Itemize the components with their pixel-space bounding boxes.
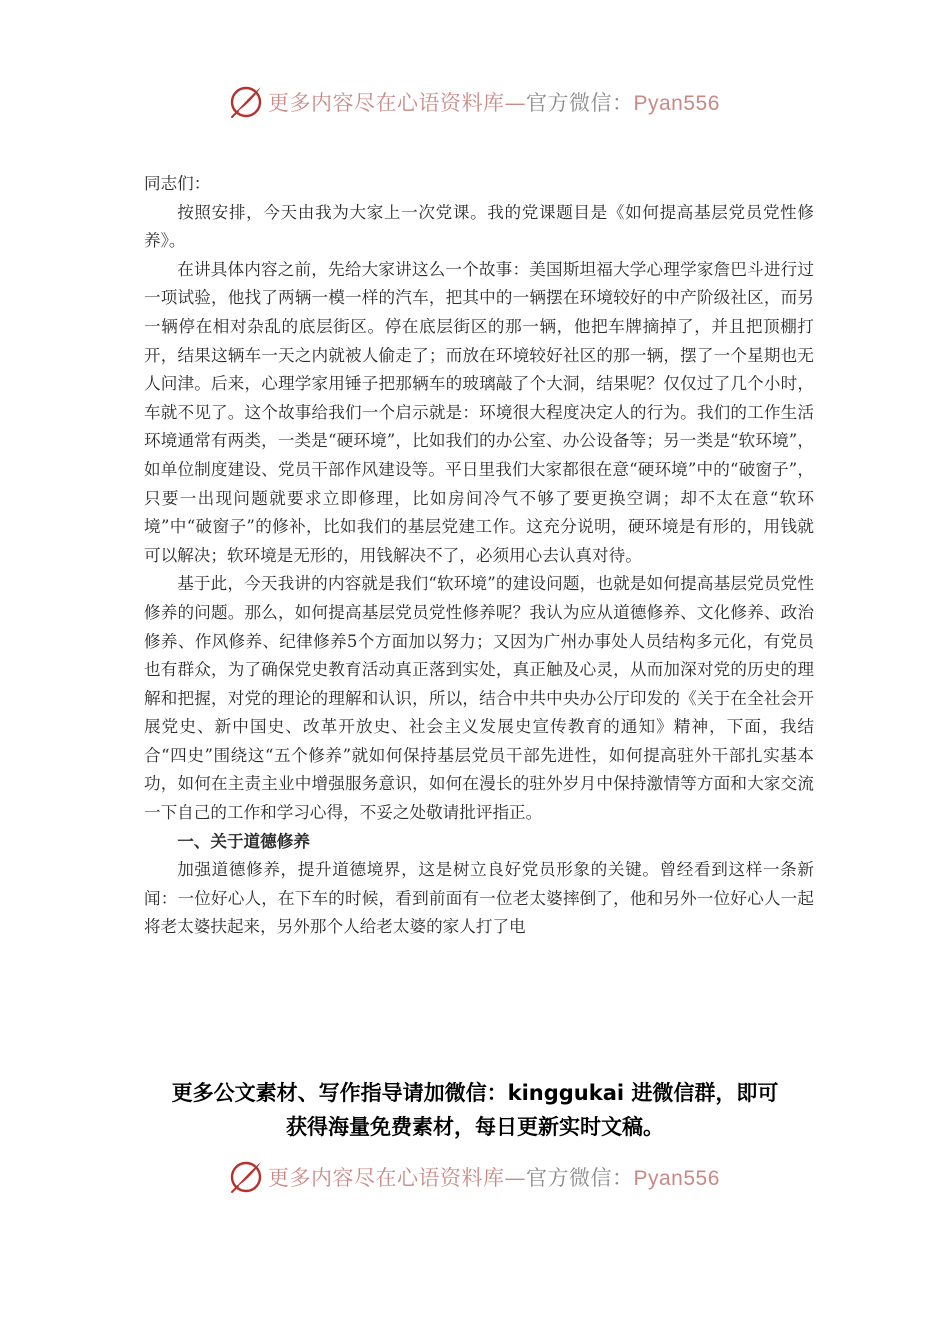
banner-dash: — <box>504 1166 526 1190</box>
banner-wechat-id: Pyan556 <box>633 1167 720 1190</box>
banner-wechat-label: 官方微信： <box>526 1166 634 1190</box>
banner-wechat-label: 官方微信： <box>526 91 634 115</box>
paragraph: 按照安排，今天由我为大家上一次党课。我的党课题目是《如何提高基层党员党性修养》。 <box>144 202 814 251</box>
promo-line-2: 获得海量免费素材，每日更新实时文稿。 <box>286 1115 664 1139</box>
header-banner <box>228 82 720 122</box>
banner-wechat-id: Pyan556 <box>633 92 720 115</box>
paragraph: 基于此，今天我讲的内容就是我们“软环境”的建设问题，也就是如何提高基层党员党性修养的问题。那么，如何提高基层党员党性修养呢？我认为应从道德修养、文化修养、政治修养、作风修养、纪律修养5个方面加以努力；又因为广州办事处人员结构多元化，有党员也有群众，为了确保党史教育活动真正落到实处，真正触及心灵，从而加深对党的历史的理解和把握，对党的理论的理解和认识，所以，结合中共中央办公厅印发的《关于在全社会开展党史、新中国史、改革开放史、社会主义发展史宣传教育的通知》精神，下面，我结合“四史”围绕这“五个修养”就如何保持基层党员干部先进性，如何提高驻外干部扎实基本功，如何在主责主业中增强服务意识，如何在漫长的驻外岁月中保持激情等方面和大家交流一下自己的工作和学习心得，不妥之处敬请批评指正。 <box>144 574 814 823</box>
promo-line-1: 更多公文素材、写作指导请加微信：kinggukai 进微信群，即可 <box>171 1081 779 1105</box>
banner-dash: — <box>504 91 526 115</box>
document-body <box>144 170 814 942</box>
paragraph: 在讲具体内容之前，先给大家讲这么一个故事：美国斯坦福大学心理学家詹巴斗进行过一项试验，他找了两辆一模一样的汽车，把其中的一辆摆在环境较好的中产阶级社区，而另一辆停在相对杂乱的底层街区。停在底层街区的那一辆，他把车牌摘掉了，并且把顶棚打开，结果这辆车一天之内就被人偷走了；而放在环境较好社区的那一辆，摆了一个星期也无人问津。后来，心理学家用锤子把那辆车的玻璃敲了个大洞，结果呢？仅仅过了几个小时，车就不见了。这个故事给我们一个启示就是：环境很大程度决定人的行为。我们的工作生活环境通常有两类，一类是“硬环境”，比如我们的办公室、办公设备等；另一类是“软环境”，如单位制度建设、党员干部作风建设等。平日里我们大家都很在意“硬环境”中的“破窗子”，只要一出现问题就要求立即修理，比如房间冷气不够了要更换空调；却不太在意“软环境”中“破窗子”的修补，比如我们的基层党建工作。这充分说明，硬环境是有形的，用钱就可以解决；软环境是无形的，用钱解决不了，必须用心去认真对待。 <box>144 259 814 565</box>
banner-text <box>268 1162 720 1192</box>
quill-logo-icon <box>228 1159 264 1195</box>
greeting: 同志们： <box>144 174 211 193</box>
promo-notice <box>120 1076 830 1144</box>
section-heading: 一、关于道德修养 <box>177 831 310 851</box>
banner-site: 更多内容尽在心语资料库 <box>268 1166 505 1190</box>
quill-logo-icon <box>228 84 264 120</box>
banner-site: 更多内容尽在心语资料库 <box>268 91 505 115</box>
banner-text <box>268 87 720 117</box>
footer-banner <box>228 1157 720 1197</box>
paragraph: 加强道德修养，提升道德境界，这是树立良好党员形象的关键。曾经看到这样一条新闻：一位好心人，在下车的时候，看到前面有一位老太婆摔倒了，他和另外一位好心人一起将老太婆扶起来，另外那个人给老太婆的家人打了电 <box>144 860 814 937</box>
